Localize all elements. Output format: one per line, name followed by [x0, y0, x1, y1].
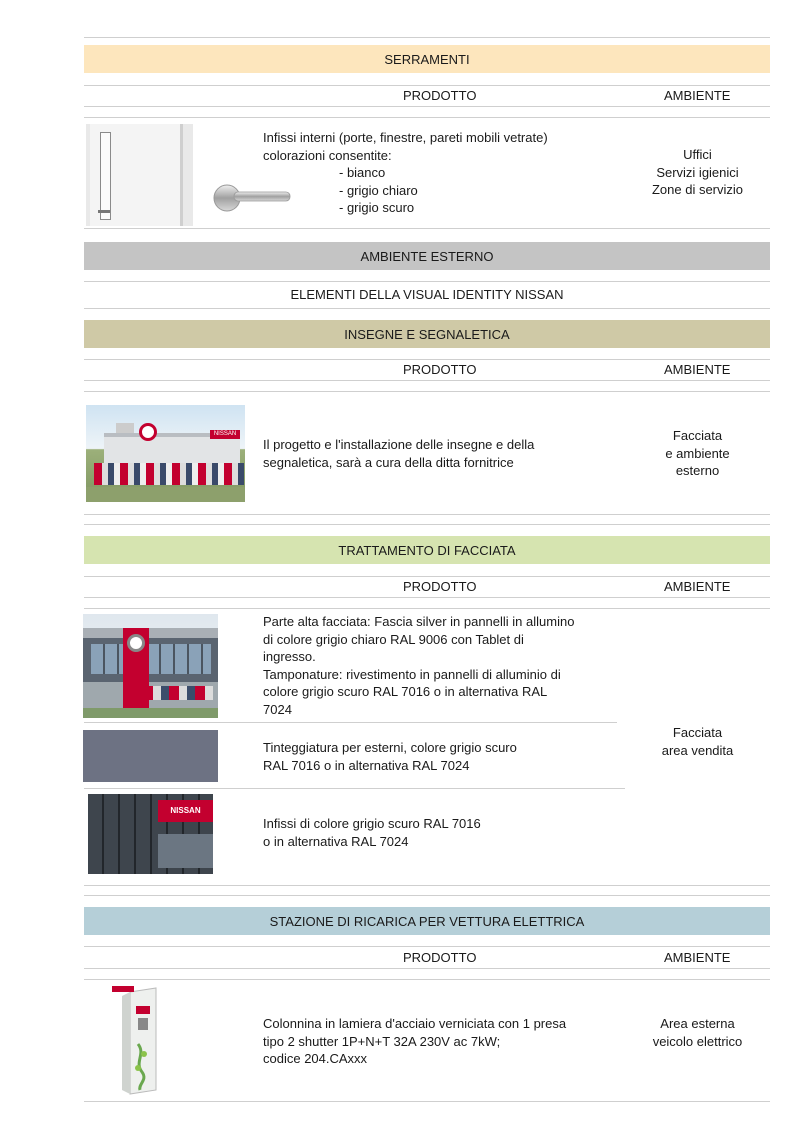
description-line: RAL 7016 o in alternativa RAL 7024: [263, 757, 470, 773]
divider: [84, 576, 770, 577]
ambiente-line: Servizi igienici: [656, 164, 739, 180]
description-line: Colonnina in lamiera d'acciaio verniciata con 1 presa: [263, 1016, 567, 1031]
nissan-sign: NISSAN: [210, 430, 240, 439]
ambiente-line: e ambiente: [665, 445, 730, 461]
divider: [84, 117, 770, 118]
divider: [84, 37, 770, 38]
serramenti-ambiente: [625, 146, 770, 199]
description-line: 7024: [263, 701, 292, 717]
divider: [84, 722, 617, 723]
divider: [84, 788, 625, 789]
divider: [84, 979, 770, 980]
divider: [84, 106, 770, 107]
description-line: Parte alta facciata: Fascia silver in pannelli in allumino: [263, 614, 575, 629]
column-header-prodotto: PRODOTTO: [403, 950, 477, 965]
description-line: segnaletica, sarà a cura della ditta fornitrice: [263, 454, 514, 470]
divider: [84, 380, 770, 381]
column-header-ambiente: AMBIENTE: [664, 950, 731, 965]
description-line: Infissi di colore grigio scuro RAL 7016: [263, 816, 481, 831]
facciata-ambiente: [625, 724, 770, 759]
color-option: - grigio scuro: [339, 200, 415, 215]
description-line: colore grigio scuro RAL 7016 o in alternativa RAL: [263, 684, 548, 699]
description-line: codice 204.CAxxx: [263, 1051, 368, 1066]
charging-station-image: [108, 984, 168, 1096]
section-title: INSEGNE E SEGNALETICA: [344, 326, 510, 342]
ambiente-line: Facciata: [672, 428, 723, 443]
divider: [84, 308, 770, 309]
section-title: AMBIENTE ESTERNO: [360, 248, 494, 264]
divider: [84, 968, 770, 969]
section-serramenti-header: [84, 45, 770, 73]
description-line: di colore grigio chiaro RAL 9006 con Tablet di: [263, 631, 524, 647]
description-line: colorazioni consentite:: [263, 147, 392, 163]
facciata-row-1-description: [263, 613, 574, 718]
section-title: STAZIONE DI RICARICA PER VETTURA ELETTRICA: [269, 913, 585, 929]
paint-swatch-image: [83, 730, 218, 782]
ambiente-line: veicolo elettrico: [652, 1033, 743, 1049]
ambiente-line: esterno: [675, 463, 720, 478]
nissan-sign: NISSAN: [158, 800, 213, 822]
section-ricarica-header: [84, 907, 770, 935]
description-line: ingresso.: [263, 649, 316, 664]
section-title: SERRAMENTI: [384, 51, 470, 67]
divider: [84, 885, 770, 886]
facciata-row-2-description: [263, 739, 517, 774]
color-option: - grigio chiaro: [339, 182, 418, 198]
divider: [84, 514, 770, 515]
ambiente-line: Facciata: [672, 725, 723, 740]
serramenti-description: [263, 129, 548, 217]
divider: [84, 281, 770, 282]
insegne-description: [263, 436, 534, 471]
description-line: tipo 2 shutter 1P+N+T 32A 230V ac 7kW;: [263, 1033, 501, 1049]
description-line: Tamponature: rivestimento in pannelli di alluminio di: [263, 666, 561, 682]
divider: [84, 85, 770, 86]
dealership-signage-image: [86, 405, 245, 502]
divider: [84, 946, 770, 947]
divider: [84, 1101, 770, 1102]
description-line: Tinteggiatura per esterni, colore grigio scuro: [263, 740, 517, 755]
divider: [84, 391, 770, 392]
section-insegne-header: [84, 320, 770, 348]
divider: [84, 359, 770, 360]
section-facciata-header: [84, 536, 770, 564]
divider: [84, 597, 770, 598]
facade-panels-image: [83, 614, 218, 718]
window-frames-image: [88, 794, 213, 874]
ambiente-line: Area esterna: [660, 1016, 735, 1031]
column-header-ambiente: AMBIENTE: [664, 88, 731, 103]
column-header-prodotto: PRODOTTO: [403, 362, 477, 377]
description-line: Il progetto e l'installazione delle insegne e della: [263, 437, 535, 452]
door-image: [86, 124, 193, 226]
divider: [84, 608, 770, 609]
ambiente-line: Uffici: [683, 147, 712, 162]
ambiente-line: area vendita: [661, 742, 734, 758]
ambiente-line: Zone di servizio: [651, 182, 744, 197]
visual-identity-subtitle: ELEMENTI DELLA VISUAL IDENTITY NISSAN: [290, 287, 564, 302]
divider: [84, 524, 770, 525]
color-option: - bianco: [339, 165, 386, 180]
divider: [84, 228, 770, 229]
section-title: TRATTAMENTO DI FACCIATA: [338, 542, 516, 558]
description-line: Infissi interni (porte, finestre, pareti mobili vetrate): [263, 130, 548, 145]
column-header-ambiente: AMBIENTE: [664, 362, 731, 377]
description-line: o in alternativa RAL 7024: [263, 833, 409, 849]
column-header-prodotto: PRODOTTO: [403, 88, 477, 103]
column-header-prodotto: PRODOTTO: [403, 579, 477, 594]
section-ambiente-esterno-header: [84, 242, 770, 270]
ricarica-ambiente: [625, 1015, 770, 1050]
ricarica-description: [263, 1015, 566, 1068]
facciata-row-3-description: [263, 815, 481, 850]
divider: [84, 895, 770, 896]
column-header-ambiente: AMBIENTE: [664, 579, 731, 594]
insegne-ambiente: [625, 427, 770, 480]
